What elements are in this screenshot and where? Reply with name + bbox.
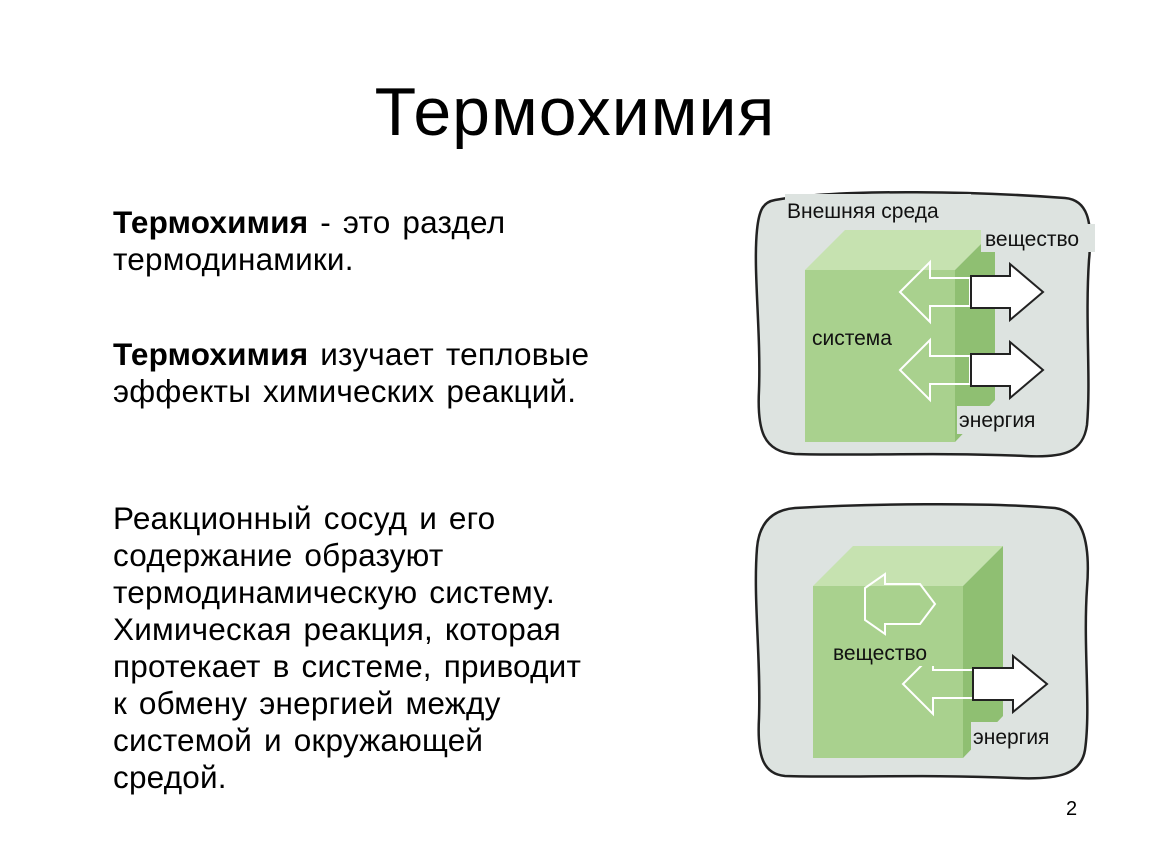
text-line: Реакционный сосуд и его xyxy=(113,500,496,536)
page-number: 2 xyxy=(1066,798,1078,820)
system-label: система xyxy=(812,327,892,350)
cube-front xyxy=(813,586,963,758)
slide-title: Термохимия xyxy=(374,74,776,150)
matter-label: вещество xyxy=(985,228,1080,251)
paragraph-subject xyxy=(113,336,633,410)
subject-text: изучает тепловые эффекты химических реакций. xyxy=(113,336,590,409)
paragraph-system xyxy=(113,500,683,796)
text-line: Химическая реакция, которая xyxy=(113,611,561,647)
text-line: средой. xyxy=(113,759,227,795)
text-line: системой и окружающей xyxy=(113,722,484,758)
environment-label: Внешняя среда xyxy=(787,200,939,223)
open-system-diagram xyxy=(735,180,1095,470)
term-bold: Термохимия xyxy=(113,336,309,372)
text-line: к обмену энергией между xyxy=(113,685,501,721)
term-bold: Термохимия xyxy=(113,204,309,240)
matter-label: вещество xyxy=(833,642,928,665)
definition-text: - это раздел термодинамики. xyxy=(113,204,506,277)
text-line: протекает в системе, приводит xyxy=(113,648,582,684)
closed-system-diagram xyxy=(735,488,1095,788)
paragraph-definition xyxy=(113,204,633,278)
text-line: содержание образуют xyxy=(113,537,444,573)
energy-label: энергия xyxy=(959,409,1036,432)
energy-label: энергия xyxy=(973,726,1050,749)
text-line: термодинамическую систему. xyxy=(113,574,555,610)
